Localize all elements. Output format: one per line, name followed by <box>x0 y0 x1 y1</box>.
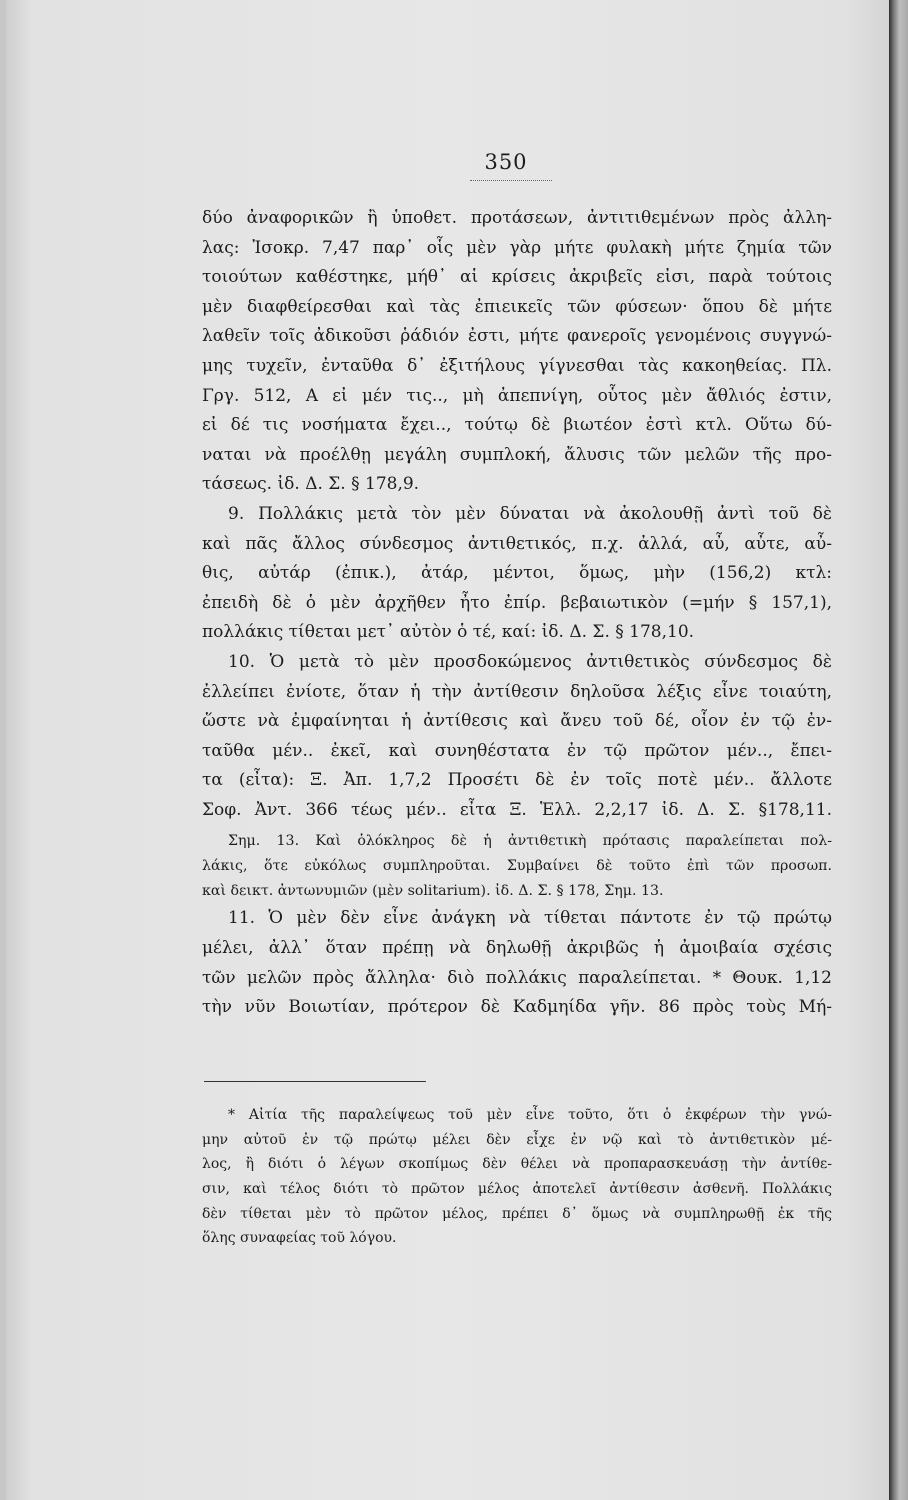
paragraph-continuation <box>202 204 832 500</box>
book-binding-edge <box>889 0 908 1500</box>
text-line: Σημ. 13. Καὶ ὁλόκληρος δὲ ἡ ἀντιθετικὴ πρότασις παραλείπεται πολ- <box>228 833 832 850</box>
text-line: πολλάκις τίθεται μετ᾽ αὐτὸν ὁ τέ, καί: ἰδ. Δ. Σ. § 178,10. <box>202 622 695 643</box>
text-line: ἐπειδὴ δὲ ὁ μὲν ἀρχῆθεν ἦτο ἐπίρ. βεβαιωτικὸν (=μήν § 157,1), <box>202 592 832 613</box>
text-line: τῶν μελῶν πρὸς ἄλληλα· διὸ πολλάκις παραλείπεται. * Θουκ. 1,12 <box>202 967 832 988</box>
text-line: λαθεῖν τοῖς ἀδικοῦσι ῥάδιόν ἐστι, μήτε φανεροῖς γενομένοις συγγνώ- <box>202 326 832 347</box>
text-line: μην αὐτοῦ ἐν τῷ πρώτῳ μέλει δὲν εἶχε ἐν νῷ καὶ τὸ ἀντιθετικὸν μέ- <box>202 1131 832 1148</box>
paragraph-9 <box>202 500 832 648</box>
text-line: καὶ δεικτ. ἀντωνυμιῶν (μὲν solitarium). ἰδ. Δ. Σ. § 178, Σημ. 13. <box>202 883 664 900</box>
text-line: ναται νὰ προέλθῃ μεγάλη συμπλοκή, ἄλυσις τῶν μελῶν τῆς προ- <box>202 444 832 465</box>
text-line: * Αἰτία τῆς παραλείψεως τοῦ μὲν εἶνε τοῦτο, ὅτι ὁ ἐκφέρων τὴν γνώ- <box>228 1107 832 1123</box>
text-line: μέλει, ἀλλ᾽ ὅταν πρέπῃ νὰ δηλωθῇ ἀκριβῶς ἡ ἀμοιβαία σχέσις <box>202 938 832 959</box>
text-line: θις, αὐτάρ (ἐπικ.), ἀτάρ, μέντοι, ὅμως, μὴν (156,2) κτλ: <box>202 563 832 584</box>
text-line: λάκις, ὅτε εὐκόλως συμπληροῦται. Συμβαίνει δὲ τοῦτο ἐπὶ τῶν προσωπ. <box>202 858 832 875</box>
text-line: 11. Ὁ μὲν δὲν εἶνε ἀνάγκη νὰ τίθεται πάντοτε ἐν τῷ πρώτῳ <box>228 908 832 929</box>
text-line: τὴν νῦν Βοιωτίαν, πρότερον δὲ Καδμηίδα γῆν. 86 πρὸς τοὺς Μή- <box>202 997 832 1018</box>
text-line: μης τυχεῖν, ἐνταῦθα δ᾽ ἐξιτήλους γίγνεσθαι τὰς κακοηθείας. Πλ. <box>202 355 832 376</box>
text-line: ὥστε νὰ ἐμφαίνηται ἡ ἀντίθεσις καὶ ἄνευ τοῦ δέ, οἷον ἐν τῷ ἐν- <box>202 711 832 732</box>
footnote <box>202 1103 832 1251</box>
text-line: σιν, καὶ τέλος διότι τὸ πρῶτον μέλος ἀποτελεῖ ἀντίθεσιν ἀσθενῆ. Πολλάκις <box>202 1181 832 1198</box>
text-line: εἰ δέ τις νοσήματα ἔχει.., τούτῳ δὲ βιωτέον ἐστὶ κτλ. Οὕτω δύ- <box>202 415 832 436</box>
text-line: ὅλης συναφείας τοῦ λόγου. <box>202 1230 397 1247</box>
text-line: ἐλλείπει ἐνίοτε, ὅταν ἡ τὴν ἀντίθεσιν δηλοῦσα λέξις εἶνε τοιαύτη, <box>202 681 832 702</box>
text-line: τοιούτων καθέστηκε, μήθ᾽ αἱ κρίσεις ἀκριβεῖς εἰσι, παρὰ τούτοις <box>202 267 832 288</box>
page-number: 350 <box>484 150 528 174</box>
note-13 <box>202 829 832 904</box>
text-line: Σοφ. Ἀντ. 366 τέως μέν.. εἶτα Ξ. Ἑλλ. 2,2,17 ἰδ. Δ. Σ. §178,11. <box>202 799 832 820</box>
text-line: τάσεως. ἰδ. Δ. Σ. § 178,9. <box>202 474 420 495</box>
page-number-rule <box>470 180 552 181</box>
paragraph-10 <box>202 648 832 826</box>
text-line: 10. Ὁ μετὰ τὸ μὲν προσδοκώμενος ἀντιθετικὸς σύνδεσμος δὲ <box>228 651 832 672</box>
footnote-separator <box>204 1081 426 1082</box>
text-line: λος, ἢ διότι ὁ λέγων σκοπίμως δὲν θέλει νὰ προπαρασκευάσῃ τὴν ἀντίθε- <box>202 1156 832 1173</box>
text-line: λας: Ἰσοκρ. 7,47 παρ᾽ οἷς μὲν γὰρ μήτε φυλακὴ μήτε ζημία τῶν <box>202 237 832 258</box>
text-line: δύο ἀναφορικῶν ἢ ὑποθετ. προτάσεων, ἀντιτιθεμένων πρὸς ἀλλη- <box>202 208 832 228</box>
text-line: μὲν διαφθείρεσθαι καὶ τὰς ἐπιεικεῖς τῶν φύσεων· ὅπου δὲ μήτε <box>202 296 832 317</box>
text-line: 9. Πολλάκις μετὰ τὸν μὲν δύναται νὰ ἀκολουθῇ ἀντὶ τοῦ δὲ <box>228 503 832 524</box>
text-line: Γργ. 512, Α εἰ μέν τις.., μὴ ἀπεπνίγη, οὗτος μὲν ἄθλιός ἐστιν, <box>202 385 832 406</box>
text-line: ταῦθα μέν.. ἐκεῖ, καὶ συνηθέστατα ἐν τῷ πρῶτον μέν.., ἔπει- <box>202 740 832 761</box>
paragraph-11 <box>202 904 832 1022</box>
text-line: τα (εἶτα): Ξ. Ἀπ. 1,7,2 Προσέτι δὲ ἐν τοῖς ποτὲ μέν.. ἄλλοτε <box>202 770 832 791</box>
text-line: καὶ πᾶς ἄλλος σύνδεσμος ἀντιθετικός, π.χ. ἀλλά, αὖ, αὖτε, αὖ- <box>202 533 832 554</box>
text-line: δὲν τίθεται μὲν τὸ πρῶτον μέλος, πρέπει δ᾽ ὅμως νὰ συμπληρωθῇ ἐκ τῆς <box>202 1205 832 1222</box>
body-text <box>202 204 832 1023</box>
